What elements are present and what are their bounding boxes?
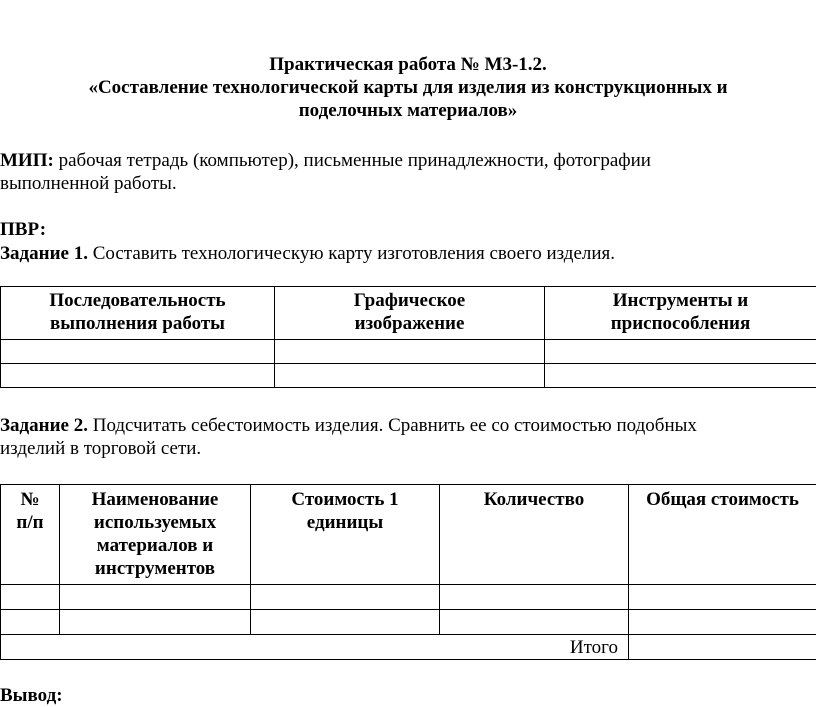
table-row [1,364,816,388]
table-header-cell: № п/п [1,485,60,585]
table-cell[interactable] [275,364,545,388]
table-header-cell: Наименование используемых материалов и инструментов [60,485,251,585]
mip-section [0,149,816,195]
mip-label: МИП: [0,150,54,171]
table-header-cell: Последовательность выполнения работы [1,287,275,340]
table-cell[interactable] [60,585,251,610]
task2-text-1: Подсчитать себестоимость изделия. Сравнить ее со стоимостью подобных [87,415,697,436]
pvr-label: ПВР: [0,219,47,240]
table-cell[interactable] [629,585,816,610]
table-cell[interactable] [545,364,816,388]
title-line-3: поделочных материалов» [298,100,518,121]
task1-section [0,242,816,265]
table-cell[interactable] [1,585,60,610]
table-row [1,610,816,635]
table-header-cell: Графическое изображение [275,287,545,340]
table-header-row [1,287,816,340]
table-cell[interactable] [629,610,816,635]
task1-text: Составить технологическую карту изготовления своего изделия. [87,243,616,264]
conclusion-label: Вывод: [0,685,63,706]
tech-card-table [0,286,816,388]
table-cell[interactable] [1,610,60,635]
table-row [1,585,816,610]
task2-label: Задание 2. [0,415,88,436]
table-header-row [1,485,816,585]
table-row [1,340,816,364]
table-cell[interactable] [440,610,629,635]
total-label: Итого [1,635,629,660]
document-title [0,53,816,122]
table-cell[interactable] [440,585,629,610]
task2-text-2: изделий в торговой сети. [0,438,202,459]
table-cell[interactable] [60,610,251,635]
mip-text-2: выполненной работы. [0,173,177,194]
total-row [1,635,816,660]
table-header-cell: Инструменты и приспособления [545,287,816,340]
table-cell[interactable] [545,340,816,364]
title-line-1: Практическая работа № М3-1.2. [269,54,547,75]
table-cell[interactable] [1,364,275,388]
table-header-cell: Стоимость 1 единицы [251,485,440,585]
title-line-2: «Составление технологической карты для изделия из конструкционных и [88,77,728,98]
total-value-cell[interactable] [629,635,816,660]
cost-table [0,484,816,660]
table-cell[interactable] [275,340,545,364]
table-cell[interactable] [251,585,440,610]
table-cell[interactable] [251,610,440,635]
table-header-cell: Общая стоимость [629,485,816,585]
mip-text-1: рабочая тетрадь (компьютер), письменные принадлежности, фотографии [53,150,651,171]
task2-section [0,414,816,460]
task1-label: Задание 1. [0,243,88,264]
table-header-cell: Количество [440,485,629,585]
table-cell[interactable] [1,340,275,364]
